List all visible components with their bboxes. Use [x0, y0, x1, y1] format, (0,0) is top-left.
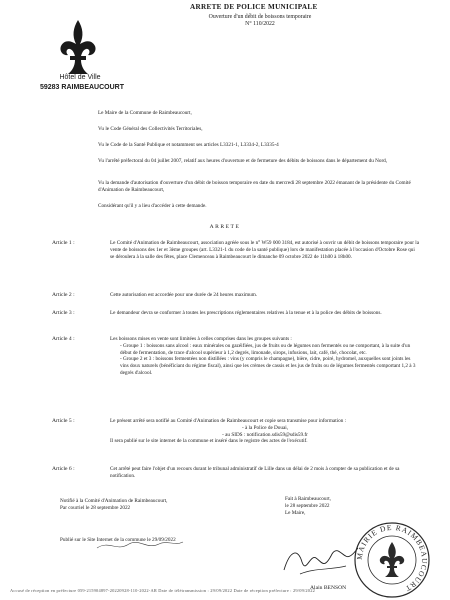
article-5-sdis: - au SIDS : notification.sdis59@sdis59.fr: [222, 431, 308, 438]
article-1-label: Article 1 :: [52, 240, 75, 246]
preamble-request: Vu la demande d'autorisation d'ouverture d'un débit de boisson temporaire en date du mercredi 28 septembre 2022 émanant de la présidente du Comité d'Animation de Raimbeaucourt,: [98, 180, 411, 193]
article-1-text: Le Comité d'Animation de Raimbeaucourt, association agréée sous le n° W59 000 3184, est autorisé à ouvrir un débit de boissons temporaire pour la vente de boissons des 1er et 3ème groupes (art. L3321-1 du code de la santé publique) lors de manifestation placée à l'occasion d'Octobre Rose qui se déroulera à la salle des fêtes, place Clemenceau à Raimbeaucourt le dimanche 09 octobre 2022 de 11h00 à 18h00.: [110, 240, 420, 260]
article-5-publication: Il sera publié sur le site internet de la commune et inséré dans le registre des actes de l'exécutif.: [110, 438, 308, 445]
article-6-label: Article 6 :: [52, 466, 75, 472]
mayor-name: Alain BENSON: [310, 585, 347, 591]
preamble-csp: Vu le Code de la Santé Publique et notamment ses articles L3321-1, L3334-2, L3335-4: [98, 142, 279, 148]
document-subtitle: [185, 14, 335, 28]
town-address: 59283 RAIMBEAUCOURT: [39, 84, 125, 91]
notification-signature-scribble: [95, 538, 185, 554]
article-2-text: Cette autorisation est accordée pour une durée de 24 heures maximum.: [110, 292, 258, 298]
notified-date: Par courriel le 28 septembre 2022: [60, 504, 131, 511]
publication-notice: Publié sur le Site Internet de la commune le 29/09/2022: [60, 537, 176, 543]
preamble-cgct: Vu le Code Général des Collectivités Territoriales,: [98, 126, 203, 132]
article-4-label: Article 4 :: [52, 336, 75, 342]
arrete-heading: ARRETE: [209, 224, 241, 230]
notification-notice: [60, 498, 260, 512]
article-4-group-1: - Groupe 1 : boissons sans alcool : eaux minérales ou gazéifiées, jus de fruits ou de légumes non fermentés ou ne comportant, à la suite d'un début de fermentation, de trace d'alcool supérieur à 1,2 degrés, limonade, sirops, infusions, lait, café, thé, chocolat, etc.: [120, 342, 411, 356]
preamble-prefectoral: Vu l'arrêté préfectoral du 04 juillet 2007, relatif aux heures d'ouverture et de fermeture des débits de boissons dans le département du Nord,: [98, 158, 388, 164]
handwritten-signature: [280, 540, 360, 580]
article-5-label: Article 5 :: [52, 418, 75, 424]
signature-role: Le Maire,: [285, 509, 306, 516]
article-4-text: [110, 336, 420, 377]
document-title: ARRETE DE POLICE MUNICIPALE: [190, 3, 318, 11]
article-5-intro: Le présent arrêté sera notifié au Comité d'Animation de Raimbeaucourt et copie sera transmise pour information :: [110, 418, 347, 424]
fleur-de-lis-logo: [56, 18, 100, 78]
article-3-label: Article 3 :: [52, 310, 75, 316]
decree-number: N° 110/2022: [245, 21, 275, 27]
article-5-text: [110, 418, 420, 445]
preamble-mayor: Le Maire de la Commune de Raimbeaucourt,: [98, 110, 192, 116]
seal-text: MAIRIE DE RAIMBEAUCOURT: [354, 522, 430, 594]
article-3-text: Le demandeur devra se conformer à toutes les prescriptions réglementaires relatives à la tenue et à la police des débits de boissons.: [110, 310, 382, 316]
article-4-group-2-3: - Groupe 2 et 3 : boissons fermentées non distillées : vins (y compris le champagne), bière, cidre, poiré, hydromel, auxquelles sont joints les vins doux naturels (bénéficiant du régime fiscal), ainsi que les crèmes de cassis et les jus de fruits ou de légumes fermentés comportant 1,2 à 3 degrés d'alcool.: [120, 356, 416, 376]
signature-block: [285, 496, 395, 516]
article-2-label: Article 2 :: [52, 292, 75, 298]
prefecture-receipt-footer: Accusé de réception en préfecture 059-215904897-20220928-110-2022-AR Date de télétransmission : 29/09/2022 Date de réception préfecture : 29/09/2022: [10, 588, 315, 593]
preamble-considering: Considérant qu'il y a lieu d'accéder à cette demande.: [98, 203, 207, 209]
article-6-text: Cet arrêté peut faire l'objet d'un recours durant le tribunal administratif de Lille dans un délai de 2 mois à compter de sa publication et de sa notification.: [110, 466, 400, 479]
subtitle-line: Ouverture d'un débit de boissons temporaire: [208, 14, 312, 20]
signature-date: le 28 septembre 2022: [285, 502, 330, 509]
article-5-police: - à la Police de Douai,: [241, 424, 289, 431]
notified-to: Notifié à la Comité d'Animation de Raimbeaucourt,: [60, 498, 168, 504]
article-4-intro: Les boissons mises en vente sont limitées à celles comprises dans les groupes suivants :: [110, 336, 292, 342]
signature-place: Fait à Raimbeaucourt,: [285, 496, 331, 502]
town-hall-label: Hôtel de Ville: [59, 74, 101, 81]
